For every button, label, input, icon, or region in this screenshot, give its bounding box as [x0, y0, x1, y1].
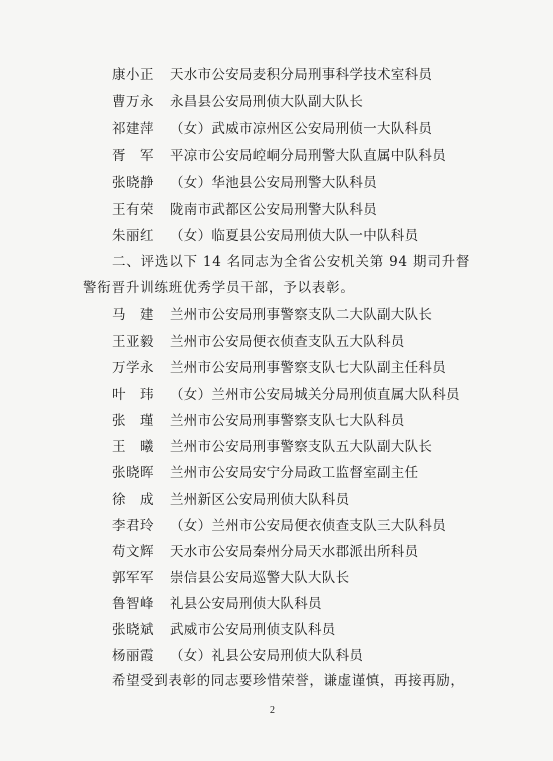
person-name: 康小正: [112, 67, 154, 83]
person-position: 陇南市武都区公安局刑警大队科员: [170, 202, 377, 218]
closing-paragraph: 希望受到表彰的同志要珍惜荣誉，谦虚谨慎，再接再励，: [112, 673, 465, 689]
person-name: 徐 成: [112, 492, 154, 508]
person-name: 王 曦: [112, 439, 154, 455]
person-name: 马 建: [112, 307, 154, 323]
person-name: 苟文辉: [112, 544, 154, 560]
list-item: [112, 541, 418, 563]
list-item: [112, 64, 432, 86]
list-item: [112, 172, 377, 194]
list-item: [112, 593, 322, 615]
person-position: 永昌县公安局刑侦大队副大队长: [170, 94, 364, 110]
person-name: 王有荣: [112, 202, 154, 218]
person-position: （女）兰州市公安局城关分局刑侦直属大队科员: [170, 387, 460, 403]
list-item: [112, 331, 405, 353]
person-position: （女）华池县公安局刑警大队科员: [170, 175, 377, 191]
person-position: 天水市公安局麦积分局刑事科学技术室科员: [170, 67, 433, 83]
person-position: 兰州市公安局刑事警察支队七大队科员: [170, 413, 405, 429]
list-item: [112, 462, 418, 484]
list-item: [112, 619, 336, 641]
person-position: 崇信县公安局巡警大队大队长: [170, 570, 350, 586]
person-position: （女）礼县公安局刑侦大队科员: [170, 648, 364, 664]
person-position: （女）临夏县公安局刑侦大队一中队科员: [170, 228, 419, 244]
list-item: [112, 199, 377, 221]
person-name: 王亚毅: [112, 334, 154, 350]
person-position: 兰州市公安局安宁分局政工监督室副主任: [170, 465, 419, 481]
person-position: 兰州市公安局便衣侦查支队五大队科员: [170, 334, 405, 350]
person-name: 鲁智峰: [112, 596, 154, 612]
person-name: 郭军军: [112, 570, 154, 586]
list-item: [112, 384, 460, 406]
person-position: 兰州市公安局刑事警察支队二大队副大队长: [170, 307, 433, 323]
list-item: [112, 567, 349, 589]
person-name: 胥 军: [112, 148, 154, 164]
section-heading: 二、评选以下 14 名同志为全省公安机关第 94 期司升督: [112, 254, 471, 270]
person-position: 兰州新区公安局刑侦大队科员: [170, 492, 350, 508]
person-name: 张晓静: [112, 175, 154, 191]
list-item: [112, 515, 446, 537]
person-position: 兰州市公安局刑事警察支队七大队副主任科员: [170, 360, 446, 376]
person-name: 张晓斌: [112, 622, 154, 638]
list-item: [112, 91, 363, 113]
person-name: 祁建萍: [112, 121, 154, 137]
list-item: [112, 410, 405, 432]
person-name: 杨丽霞: [112, 648, 154, 664]
person-name: 张晓晖: [112, 465, 154, 481]
person-name: 曹万永: [112, 94, 154, 110]
person-name: 朱丽红: [112, 228, 154, 244]
page-number: 2: [270, 705, 275, 716]
list-item: [112, 645, 363, 667]
person-position: 平凉市公安局崆峒分局刑警大队直属中队科员: [170, 148, 446, 164]
person-position: 礼县公安局刑侦大队科员: [170, 596, 322, 612]
section-heading-continued: 警衔晋升训练班优秀学员干部，予以表彰。: [83, 280, 355, 296]
person-name: 李君玲: [112, 518, 154, 534]
person-position: （女）兰州市公安局便衣侦查支队三大队科员: [170, 518, 446, 534]
person-name: 张 瑾: [112, 413, 154, 429]
list-item: [112, 118, 432, 140]
list-item: [112, 304, 432, 326]
list-item: [112, 357, 446, 379]
person-position: 武威市公安局刑侦支队科员: [170, 622, 336, 638]
person-position: 兰州市公安局刑事警察支队五大队副大队长: [170, 439, 433, 455]
list-item: [112, 225, 418, 247]
person-name: 万学永: [112, 360, 154, 376]
list-item: [112, 145, 446, 167]
person-position: （女）武威市凉州区公安局刑侦一大队科员: [170, 121, 433, 137]
person-position: 天水市公安局秦州分局天水郡派出所科员: [170, 544, 419, 560]
list-item: [112, 489, 349, 511]
person-name: 叶 玮: [112, 387, 154, 403]
list-item: [112, 436, 432, 458]
